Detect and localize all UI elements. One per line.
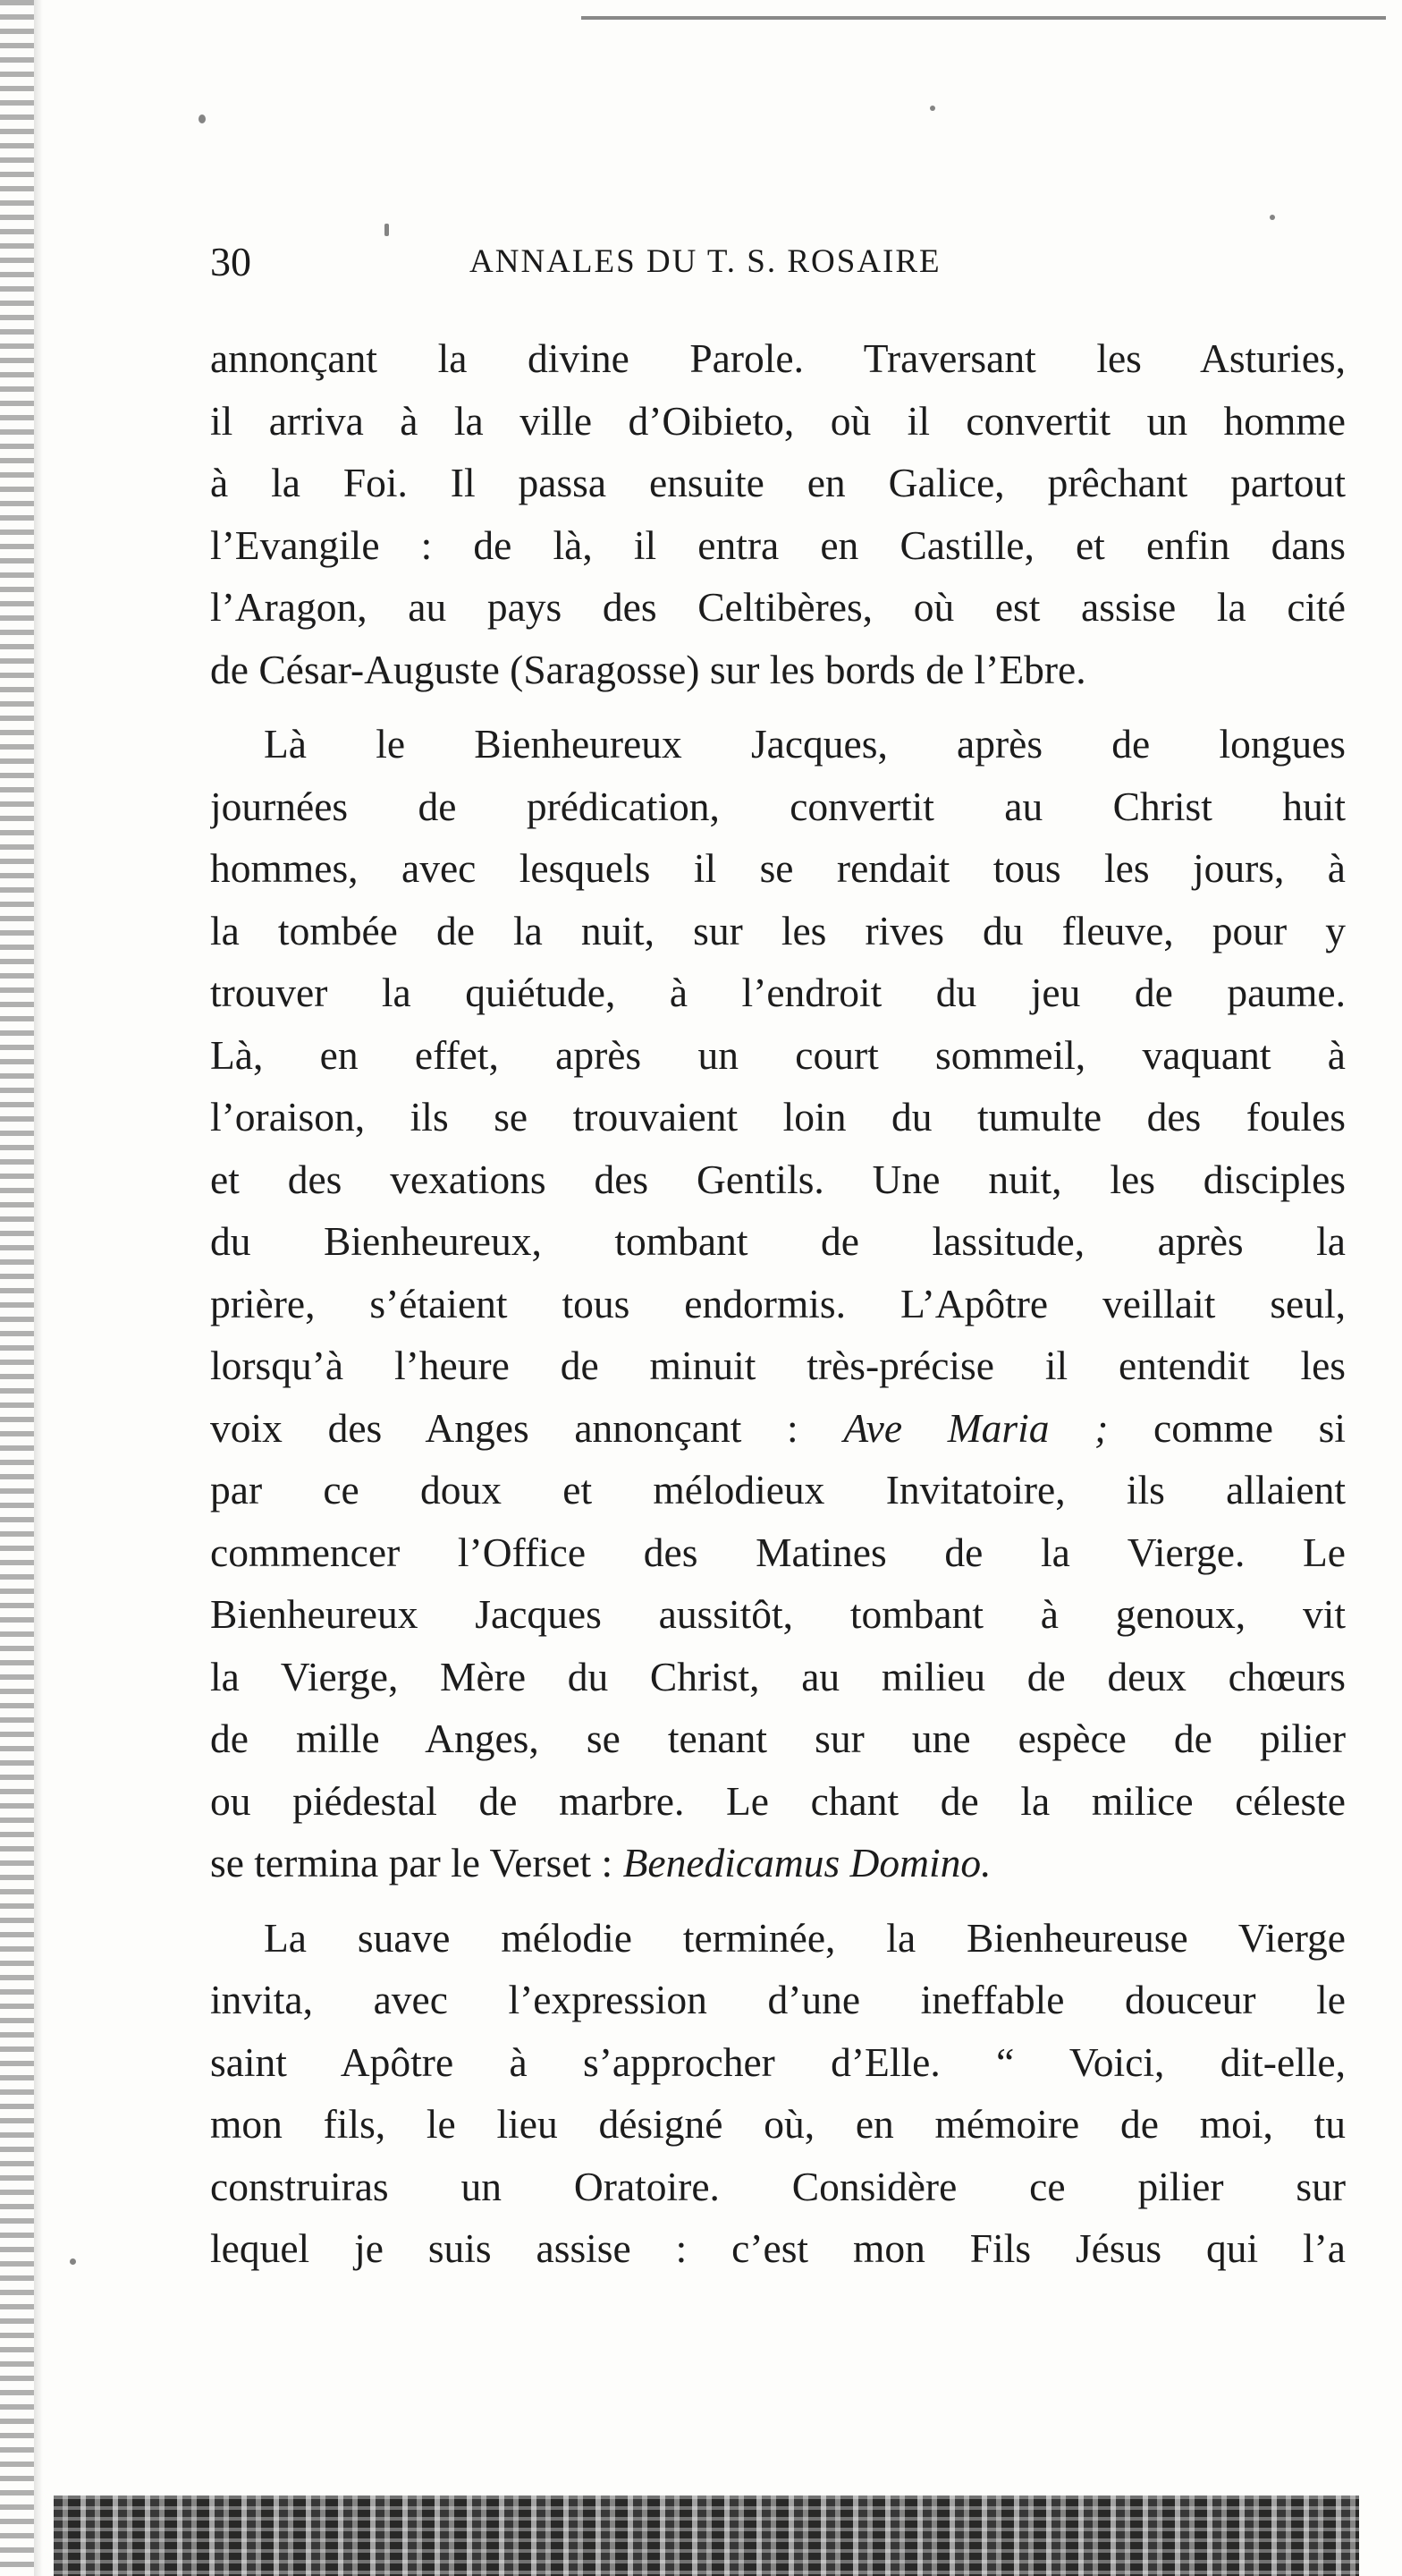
text-line: l’Aragon, au pays des Celtibères, où est assise la cité — [210, 584, 1346, 630]
paragraph-gap — [210, 1894, 1346, 1907]
italic-ave-maria: Ave Maria ; — [843, 1404, 1109, 1451]
text-line: commencer l’Office des Matines de la Vierge. Le — [210, 1529, 1346, 1575]
text-line: la tombée de la nuit, sur les rives du fleuve, pour y — [210, 907, 1346, 953]
italic-benedicamus: Benedicamus Domino. — [622, 1840, 992, 1885]
text-line: hommes, avec lesquels il se rendait tous les jours, à — [210, 845, 1346, 891]
paragraph-1 — [210, 327, 1346, 700]
text-line: Bienheureux Jacques aussitôt, tombant à genoux, vit — [210, 1591, 1346, 1637]
text-line: à la Foi. Il passa ensuite en Galice, prêchant partout — [210, 460, 1346, 505]
bottom-scan-band — [54, 2496, 1359, 2576]
text-line: il arriva à la ville d’Oibieto, où il convertit un homme — [210, 397, 1346, 444]
text-segment: voix des Anges annonçant : — [210, 1404, 844, 1451]
text-line: trouver la quiétude, à l’endroit du jeu de paume. — [210, 970, 1346, 1015]
text-line: l’Evangile : de là, il entra en Castille, et enfin dans — [210, 521, 1346, 568]
text-line: annonçant la divine Parole. Traversant les Asturies, — [210, 335, 1346, 381]
scan-speck — [70, 2258, 76, 2265]
paragraph-gap — [210, 700, 1346, 713]
text-line: du Bienheureux, tombant de lassitude, après la — [210, 1218, 1346, 1264]
text-line: prière, s’étaient tous endormis. L’Apôtre veillait seul, — [210, 1280, 1346, 1326]
text-line: de César-Auguste (Saragosse) sur les bords de l’Ebre. — [210, 646, 1086, 692]
paragraph-2 — [210, 713, 1346, 1894]
text-segment: se termina par le Verset : — [210, 1840, 623, 1885]
text-line: l’oraison, ils se trouvaient loin du tumulte des foules — [210, 1094, 1346, 1140]
paragraph-3 — [210, 1907, 1346, 2280]
text-line: par ce doux et mélodieux Invitatoire, ils allaient — [210, 1467, 1346, 1513]
scan-speck — [930, 106, 935, 111]
text-line: la Vierge, Mère du Christ, au milieu de deux chœurs — [210, 1653, 1346, 1699]
body-text — [210, 327, 1346, 2280]
text-line: saint Apôtre à s’approcher d’Elle. “ Voici, dit-elle, — [210, 2038, 1346, 2085]
text-line: construiras un Oratoire. Considère ce pilier sur — [210, 2163, 1346, 2209]
text-line: Là le Bienheureux Jacques, après de longues — [264, 721, 1346, 767]
text-line-benedicamus — [210, 1832, 1346, 1894]
text-line: ou piédestal de marbre. Le chant de la milice céleste — [210, 1777, 1346, 1824]
text-segment: comme si — [1108, 1404, 1346, 1451]
scan-speck — [198, 114, 206, 123]
text-line: et des vexations des Gentils. Une nuit, les disciples — [210, 1156, 1346, 1202]
text-line: de mille Anges, se tenant sur une espèce de pilier — [210, 1716, 1346, 1761]
binding-edge-shadow — [0, 0, 34, 2576]
page-header — [210, 231, 1346, 293]
text-line: lorsqu’à l’heure de minuit très-précise il entendit les — [210, 1343, 1346, 1388]
text-line: invita, avec l’expression d’une ineffable douceur le — [210, 1977, 1346, 2022]
text-line: mon fils, le lieu désigné où, en mémoire de moi, tu — [210, 2101, 1346, 2147]
top-scan-rule — [581, 16, 1386, 20]
text-line: lequel je suis assise : c’est mon Fils Jésus qui l’a — [210, 2225, 1346, 2271]
page-number: 30 — [210, 239, 251, 284]
text-line: La suave mélodie terminée, la Bienheureuse Vierge — [264, 1914, 1346, 1961]
text-line: journées de prédication, convertit au Christ huit — [210, 783, 1346, 829]
running-head: ANNALES DU T. S. ROSAIRE — [469, 243, 942, 280]
text-line: Là, en effet, après un court sommeil, vaquant à — [210, 1031, 1346, 1078]
scan-speck — [1270, 215, 1275, 220]
text-line-ave-maria — [210, 1397, 1346, 1460]
